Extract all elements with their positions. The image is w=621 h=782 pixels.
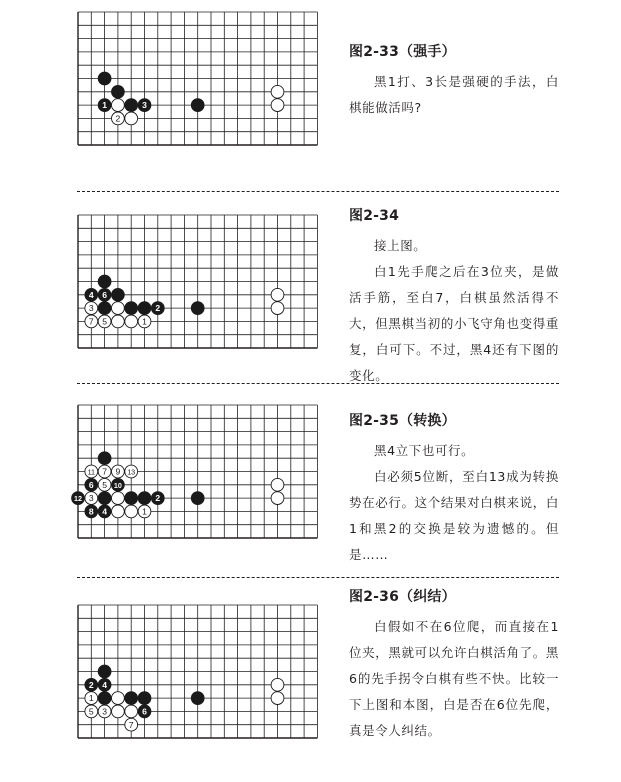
go-board-2-36 xyxy=(77,604,327,759)
black-stone xyxy=(85,678,98,691)
stone-disc xyxy=(112,288,125,301)
stone-number: 6 xyxy=(102,289,107,300)
stone-disc xyxy=(98,492,111,505)
stone-number: 3 xyxy=(88,303,94,314)
stone-disc xyxy=(191,692,204,705)
figure-text xyxy=(349,588,559,744)
stone-disc xyxy=(271,99,284,112)
white-stone xyxy=(271,692,284,705)
stone-number: 4 xyxy=(88,289,94,300)
stone-disc xyxy=(98,665,111,678)
black-stone xyxy=(98,288,111,301)
stone-disc xyxy=(112,705,125,718)
stone-number: 7 xyxy=(128,719,134,730)
stone-disc xyxy=(112,302,125,315)
stone-number: 2 xyxy=(155,493,161,504)
stone-disc xyxy=(271,288,284,301)
black-stone xyxy=(191,302,204,315)
go-board-svg xyxy=(74,404,327,559)
white-stone xyxy=(125,718,138,731)
figure-text xyxy=(349,412,559,568)
black-stone xyxy=(98,505,111,518)
white-stone xyxy=(112,302,125,315)
white-stone xyxy=(112,692,125,705)
white-stone xyxy=(98,315,111,328)
white-stone xyxy=(112,465,125,478)
black-stone xyxy=(98,72,111,85)
stone-number: 2 xyxy=(88,679,94,690)
stone-disc xyxy=(138,492,151,505)
stone-number: 5 xyxy=(102,479,107,490)
black-stone xyxy=(125,99,138,112)
stone-disc xyxy=(112,492,125,505)
stone-disc xyxy=(112,85,125,98)
black-stone xyxy=(85,288,98,301)
black-stone xyxy=(138,492,151,505)
white-stone xyxy=(85,302,98,315)
stone-number: 1 xyxy=(102,100,107,111)
stone-disc xyxy=(125,99,138,112)
white-stone xyxy=(98,465,111,478)
black-stone xyxy=(112,288,125,301)
stone-number: 6 xyxy=(142,706,147,717)
stone-number: 7 xyxy=(102,466,107,477)
go-board-2-35 xyxy=(74,404,327,559)
stone-disc xyxy=(112,692,125,705)
stone-disc xyxy=(98,692,111,705)
white-stone xyxy=(271,678,284,691)
white-stone xyxy=(85,465,98,478)
stone-disc xyxy=(271,85,284,98)
stone-number: 2 xyxy=(155,303,161,314)
section-divider xyxy=(77,577,559,578)
black-stone xyxy=(138,302,151,315)
board-grid xyxy=(78,605,317,738)
stone-disc xyxy=(125,112,138,125)
section-divider xyxy=(77,191,559,192)
figure-paragraph: 接上图。 xyxy=(374,238,427,253)
stone-disc xyxy=(112,505,125,518)
white-stone xyxy=(85,692,98,705)
stone-number: 8 xyxy=(88,506,94,517)
black-stone xyxy=(98,692,111,705)
white-stone xyxy=(271,85,284,98)
black-stone xyxy=(98,452,111,465)
white-stone xyxy=(125,315,138,328)
board-grid xyxy=(78,12,317,145)
figure-title: 图2-36（纠结） xyxy=(349,589,456,605)
stone-number: 4 xyxy=(102,506,107,517)
white-stone xyxy=(112,492,125,505)
black-stone xyxy=(98,99,111,112)
black-stone xyxy=(98,302,111,315)
stone-disc xyxy=(125,302,138,315)
figure-paragraph: 白假如不在6位爬，而直接在1位夹，黑就可以允许白棋活角了。黑6的先手拐令白棋有些不快。比较一下上图和本图，白是否在6位先爬，真是令人纠结。 xyxy=(349,619,559,738)
black-stone xyxy=(191,99,204,112)
stone-number: 1 xyxy=(88,693,94,704)
stone-disc xyxy=(138,692,151,705)
stone-number: 5 xyxy=(88,706,94,717)
stone-disc xyxy=(191,99,204,112)
go-board-2-33 xyxy=(77,11,327,166)
stone-disc xyxy=(271,478,284,491)
white-stone xyxy=(112,315,125,328)
black-stone xyxy=(98,492,111,505)
stone-disc xyxy=(112,99,125,112)
stone-number: 10 xyxy=(113,480,122,490)
figure-paragraph: 黑1打、3长是强硬的手法，白棋能做活吗? xyxy=(349,74,559,115)
stone-number: 5 xyxy=(102,316,107,327)
stone-disc xyxy=(98,302,111,315)
figure-text xyxy=(349,43,559,121)
stone-disc xyxy=(125,705,138,718)
stone-disc xyxy=(271,302,284,315)
stone-disc xyxy=(271,678,284,691)
stone-number: 13 xyxy=(127,467,136,477)
white-stone xyxy=(112,99,125,112)
black-stone xyxy=(98,665,111,678)
stone-disc xyxy=(112,315,125,328)
stone-number: 6 xyxy=(88,479,94,490)
black-stone xyxy=(98,275,111,288)
white-stone xyxy=(138,505,151,518)
white-stone xyxy=(85,315,98,328)
white-stone xyxy=(98,705,111,718)
black-stone xyxy=(138,705,151,718)
figure-paragraph: 白1先手爬之后在3位夹，是做活手筋，至白7，白棋虽然活得不大，但黑棋当初的小飞守角也变得重复，白可下。不过，黑4还有下图的变化。 xyxy=(349,264,559,383)
go-board-svg xyxy=(77,214,327,369)
stone-disc xyxy=(138,302,151,315)
white-stone xyxy=(112,505,125,518)
black-stone xyxy=(125,692,138,705)
black-stone xyxy=(191,692,204,705)
stone-number: 3 xyxy=(142,100,147,111)
stone-disc xyxy=(125,315,138,328)
white-stone xyxy=(125,112,138,125)
black-stone xyxy=(191,492,204,505)
figure-paragraph: 黑4立下也可行。 xyxy=(374,443,475,458)
stone-disc xyxy=(271,692,284,705)
stone-disc xyxy=(125,505,138,518)
black-stone xyxy=(72,492,85,505)
stone-disc xyxy=(271,492,284,505)
black-stone xyxy=(85,478,98,491)
figure-title: 图2-35（转换） xyxy=(349,413,456,429)
figure-title: 图2-33（强手） xyxy=(349,44,456,60)
stone-disc xyxy=(191,302,204,315)
stone-number: 2 xyxy=(115,113,121,124)
go-board-svg xyxy=(77,604,327,759)
stone-number: 7 xyxy=(88,316,94,327)
black-stone xyxy=(125,302,138,315)
figure-paragraph: 白必须5位断，至白13成为转换势在必行。这个结果对白棋来说，白1和黑2的交换是较为遗憾的。但是…… xyxy=(349,469,559,562)
black-stone xyxy=(112,478,125,491)
black-stone xyxy=(151,302,164,315)
white-stone xyxy=(98,478,111,491)
white-stone xyxy=(125,705,138,718)
stone-number: 4 xyxy=(102,679,107,690)
stone-disc xyxy=(98,72,111,85)
section-divider xyxy=(77,383,559,384)
stone-number: 9 xyxy=(115,466,121,477)
stone-number: 11 xyxy=(87,467,96,477)
figure-text xyxy=(349,207,559,389)
figure-title: 图2-34 xyxy=(349,208,400,224)
black-stone xyxy=(151,492,164,505)
black-stone xyxy=(138,692,151,705)
stone-disc xyxy=(98,452,111,465)
stone-number: 1 xyxy=(142,506,147,517)
black-stone xyxy=(138,99,151,112)
white-stone xyxy=(112,112,125,125)
white-stone xyxy=(85,705,98,718)
go-board-2-34 xyxy=(77,214,327,369)
stone-disc xyxy=(191,492,204,505)
white-stone xyxy=(271,478,284,491)
white-stone xyxy=(125,465,138,478)
white-stone xyxy=(112,705,125,718)
white-stone xyxy=(271,99,284,112)
stone-number: 3 xyxy=(88,493,94,504)
black-stone xyxy=(98,678,111,691)
black-stone xyxy=(85,505,98,518)
stone-number: 3 xyxy=(102,706,107,717)
white-stone xyxy=(85,492,98,505)
black-stone xyxy=(112,85,125,98)
stone-number: 12 xyxy=(74,494,82,504)
stone-disc xyxy=(125,692,138,705)
stone-disc xyxy=(98,275,111,288)
white-stone xyxy=(271,302,284,315)
black-stone xyxy=(125,492,138,505)
white-stone xyxy=(271,492,284,505)
white-stone xyxy=(271,288,284,301)
board-grid xyxy=(78,215,317,348)
go-board-svg xyxy=(77,11,327,166)
white-stone xyxy=(125,505,138,518)
white-stone xyxy=(138,315,151,328)
stone-number: 1 xyxy=(142,316,147,327)
stone-disc xyxy=(125,492,138,505)
